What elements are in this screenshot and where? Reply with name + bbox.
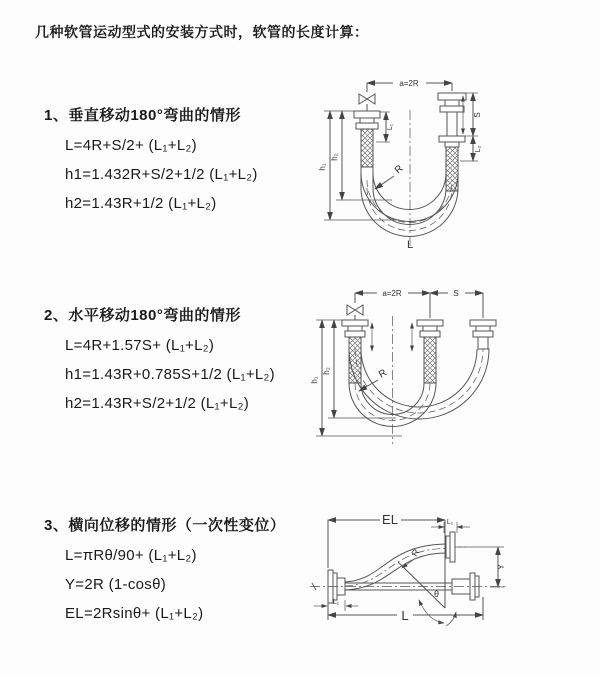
- dim-label-fitting-left: L₁: [387, 123, 394, 131]
- dimension-span: [355, 293, 483, 318]
- dim-label-h2: h₂: [322, 367, 331, 375]
- dim-label-l: L: [401, 608, 409, 623]
- section-2-heading: 2、水平移动180°弯曲的情形: [44, 307, 241, 324]
- section-horizontal-movement: [44, 304, 275, 424]
- label-radius: R: [392, 163, 406, 177]
- radius-leader: [359, 380, 378, 391]
- dim-label-stroke: S: [453, 289, 459, 298]
- formula-line: h1=1.432R+S/2+1/2 (L₁+L₂): [65, 166, 258, 183]
- formula-line: h1=1.43R+0.785S+1/2 (L₁+L₂): [65, 366, 275, 383]
- page-title: 几种软管运动型式的安装方式时，软管的长度计算：: [35, 24, 369, 40]
- left-flange-fitting: [354, 111, 380, 167]
- middle-flange-fitting: [417, 320, 443, 383]
- dim-label-span: a=2R: [382, 289, 402, 298]
- label-length: L: [407, 239, 414, 251]
- formula-line: L=4R+1.57S+ (L₁+L₂): [65, 337, 215, 354]
- hose-bend-arcs: [361, 167, 458, 237]
- hose-bend-arcs: [349, 349, 489, 426]
- right-flange-fitting: [438, 93, 466, 191]
- formula-line: h2=1.43R+S/2+1/2 (L₁+L₂): [65, 395, 250, 412]
- dimension-h2: [328, 320, 396, 418]
- diagram-lateral-displacement: [300, 500, 600, 655]
- label-angle: θ: [434, 589, 440, 599]
- formula-line: EL=2Rsinθ+ (L₁+L₂): [65, 605, 204, 622]
- dim-label-fitting-top: L₁: [446, 519, 454, 526]
- dim-label-y: Y: [496, 563, 506, 571]
- dim-label-h1: h₁: [310, 376, 319, 384]
- formula-line: L=4R+S/2+ (L₁+L₂): [65, 137, 197, 154]
- dim-label-stroke: S: [473, 112, 482, 118]
- label-radius: R: [409, 547, 422, 559]
- dim-label-fitting-left: L₁: [332, 599, 340, 606]
- dim-label-span: a=2R: [399, 79, 419, 88]
- diagram-horizontal-180-bend: [310, 278, 600, 463]
- section-1-heading: 1、垂直移动180°弯曲的情形: [44, 107, 241, 124]
- dim-label-fitting-right: L₂: [475, 145, 482, 153]
- dim-label-h2: h₂: [330, 153, 339, 161]
- radius-leader: [375, 176, 394, 189]
- label-radius: R: [377, 367, 389, 381]
- dim-label-el: EL: [382, 512, 398, 527]
- dim-label-h1: h₁: [318, 163, 327, 171]
- valve-icon: [347, 305, 363, 320]
- valve-icon: [359, 94, 375, 111]
- angle-arc: [419, 600, 456, 626]
- section-lateral-displacement: [44, 514, 285, 634]
- formula-line: Y=2R (1-cosθ): [65, 576, 167, 593]
- formula-line: L=πRθ/90+ (L₁+L₂): [65, 547, 197, 564]
- formula-line: h2=1.43R+1/2 (L₁+L₂): [65, 195, 217, 212]
- diagram-vertical-180-bend: [310, 68, 600, 266]
- section-3-heading: 3、横向位移的情形（一次性变位）: [44, 517, 286, 534]
- centerline: [310, 583, 505, 590]
- right-flange-fitting: [470, 320, 496, 349]
- radius-line: [398, 560, 445, 608]
- section-vertical-movement: [44, 104, 258, 224]
